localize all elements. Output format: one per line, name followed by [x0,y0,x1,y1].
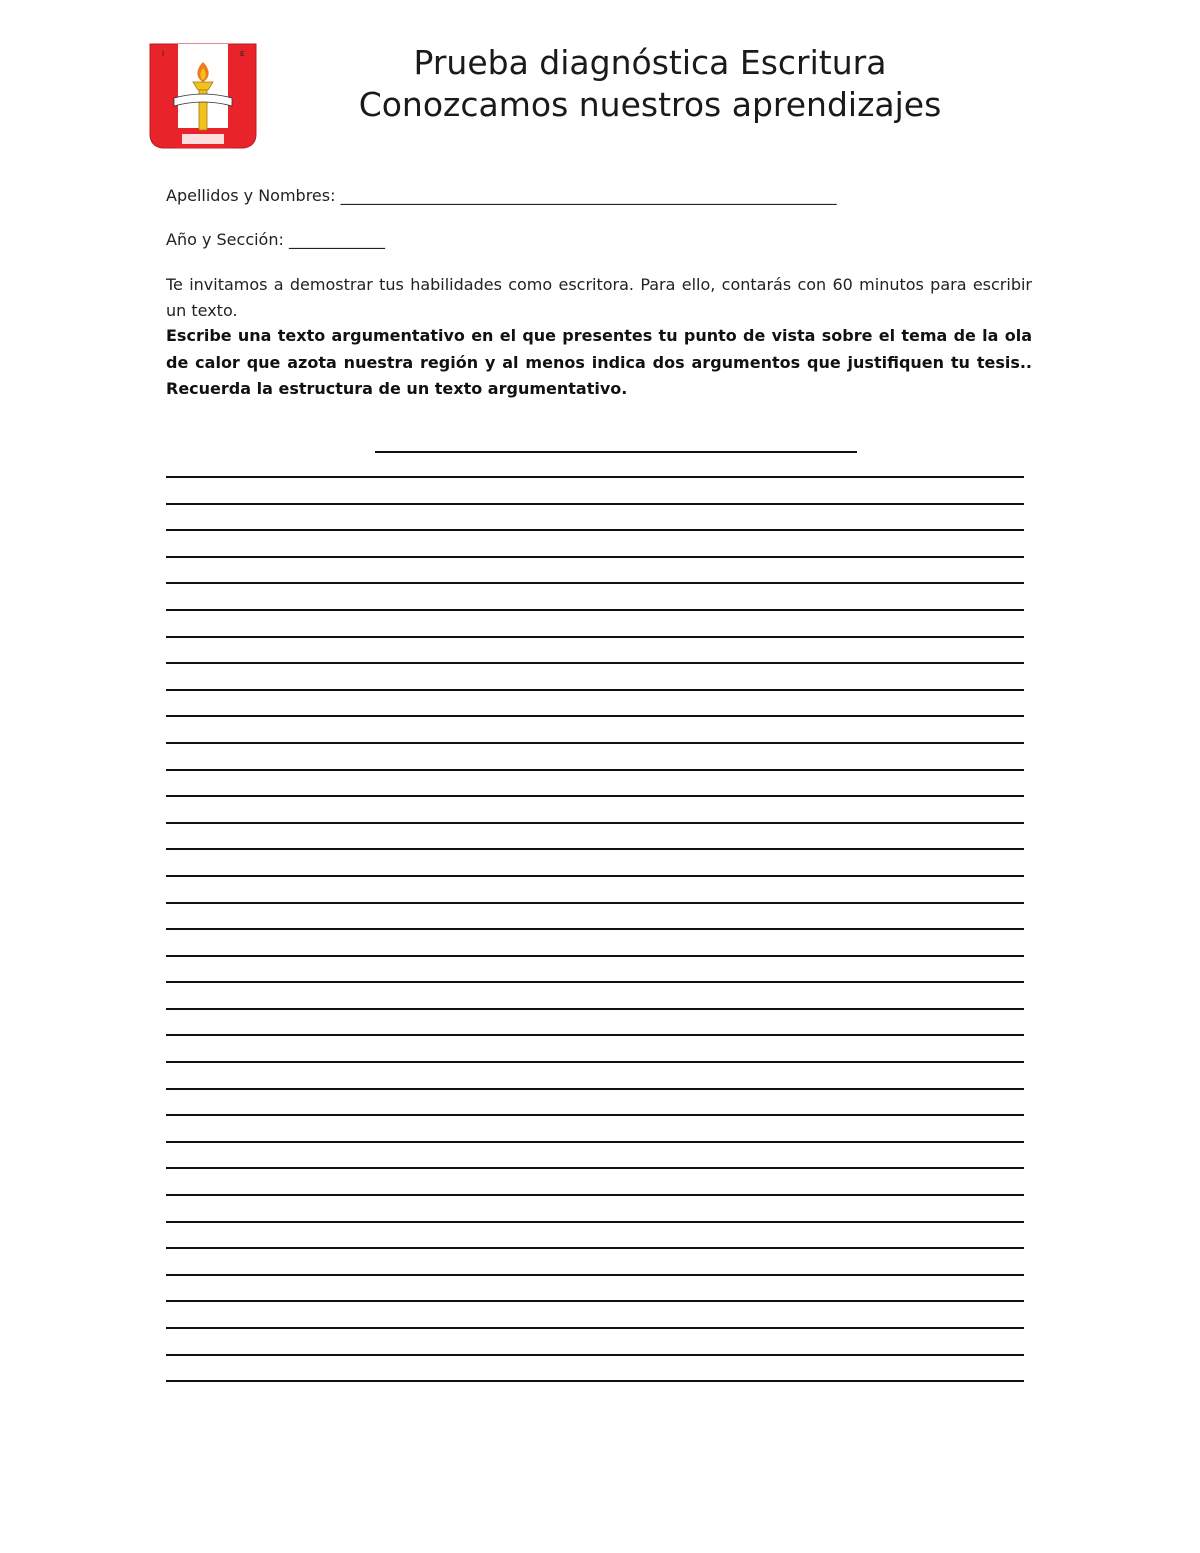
svg-text:I: I [162,50,165,58]
school-crest-logo [148,42,258,154]
writing-line[interactable] [166,902,1024,904]
document-title [300,42,1000,126]
writing-line[interactable] [166,609,1024,611]
writing-line[interactable] [166,1034,1024,1036]
writing-line[interactable] [166,1300,1024,1302]
writing-line[interactable] [166,955,1024,957]
writing-line[interactable] [166,822,1024,824]
task-instruction: Escribe una texto argumentativo en el que presentes tu punto de vista sobre el tema de la ola de calor que azota nuestra región y al menos indica dos argumentos que justifiquen tu tesis.. Recuerda la estructura de un texto argumentativo. [166,326,1032,398]
section-blank[interactable]: ____________ [288,230,385,249]
writing-line[interactable] [166,795,1024,797]
writing-line[interactable] [166,662,1024,664]
title-line-1: Prueba diagnóstica Escritura [413,43,887,82]
writing-line[interactable] [166,1167,1024,1169]
writing-line[interactable] [166,1114,1024,1116]
writing-line[interactable] [166,848,1024,850]
writing-line[interactable] [166,875,1024,877]
section-field[interactable] [166,230,385,249]
writing-line[interactable] [166,1380,1024,1382]
writing-line[interactable] [166,1088,1024,1090]
writing-area[interactable] [166,476,1024,1407]
writing-line[interactable] [166,582,1024,584]
writing-line[interactable] [166,1221,1024,1223]
title-line-2: Conozcamos nuestros aprendizajes [358,85,942,124]
writing-line[interactable] [166,1194,1024,1196]
writing-line[interactable] [166,636,1024,638]
writing-line[interactable] [166,503,1024,505]
writing-line[interactable] [166,476,1024,478]
section-label: Año y Sección: [166,230,284,249]
writing-line[interactable] [166,529,1024,531]
writing-line[interactable] [166,1327,1024,1329]
writing-line[interactable] [166,981,1024,983]
writing-line[interactable] [166,715,1024,717]
intro-paragraph: Te invitamos a demostrar tus habilidades como escritora. Para ello, contarás con 60 minutos para escribir un texto. [166,275,1032,320]
writing-line[interactable] [166,742,1024,744]
names-field[interactable] [166,186,837,205]
names-blank[interactable]: ______________________________________________________________ [340,186,837,205]
writing-line[interactable] [166,689,1024,691]
names-label: Apellidos y Nombres: [166,186,336,205]
writing-line[interactable] [166,1247,1024,1249]
svg-text:E: E [240,50,245,58]
writing-line[interactable] [166,1061,1024,1063]
writing-line[interactable] [166,1141,1024,1143]
writing-line[interactable] [166,1008,1024,1010]
writing-line[interactable] [166,1354,1024,1356]
school-crest-icon [148,42,258,154]
writing-line[interactable] [166,928,1024,930]
essay-title-line[interactable] [375,451,857,453]
writing-line[interactable] [166,556,1024,558]
writing-line[interactable] [166,1274,1024,1276]
writing-line[interactable] [166,769,1024,771]
